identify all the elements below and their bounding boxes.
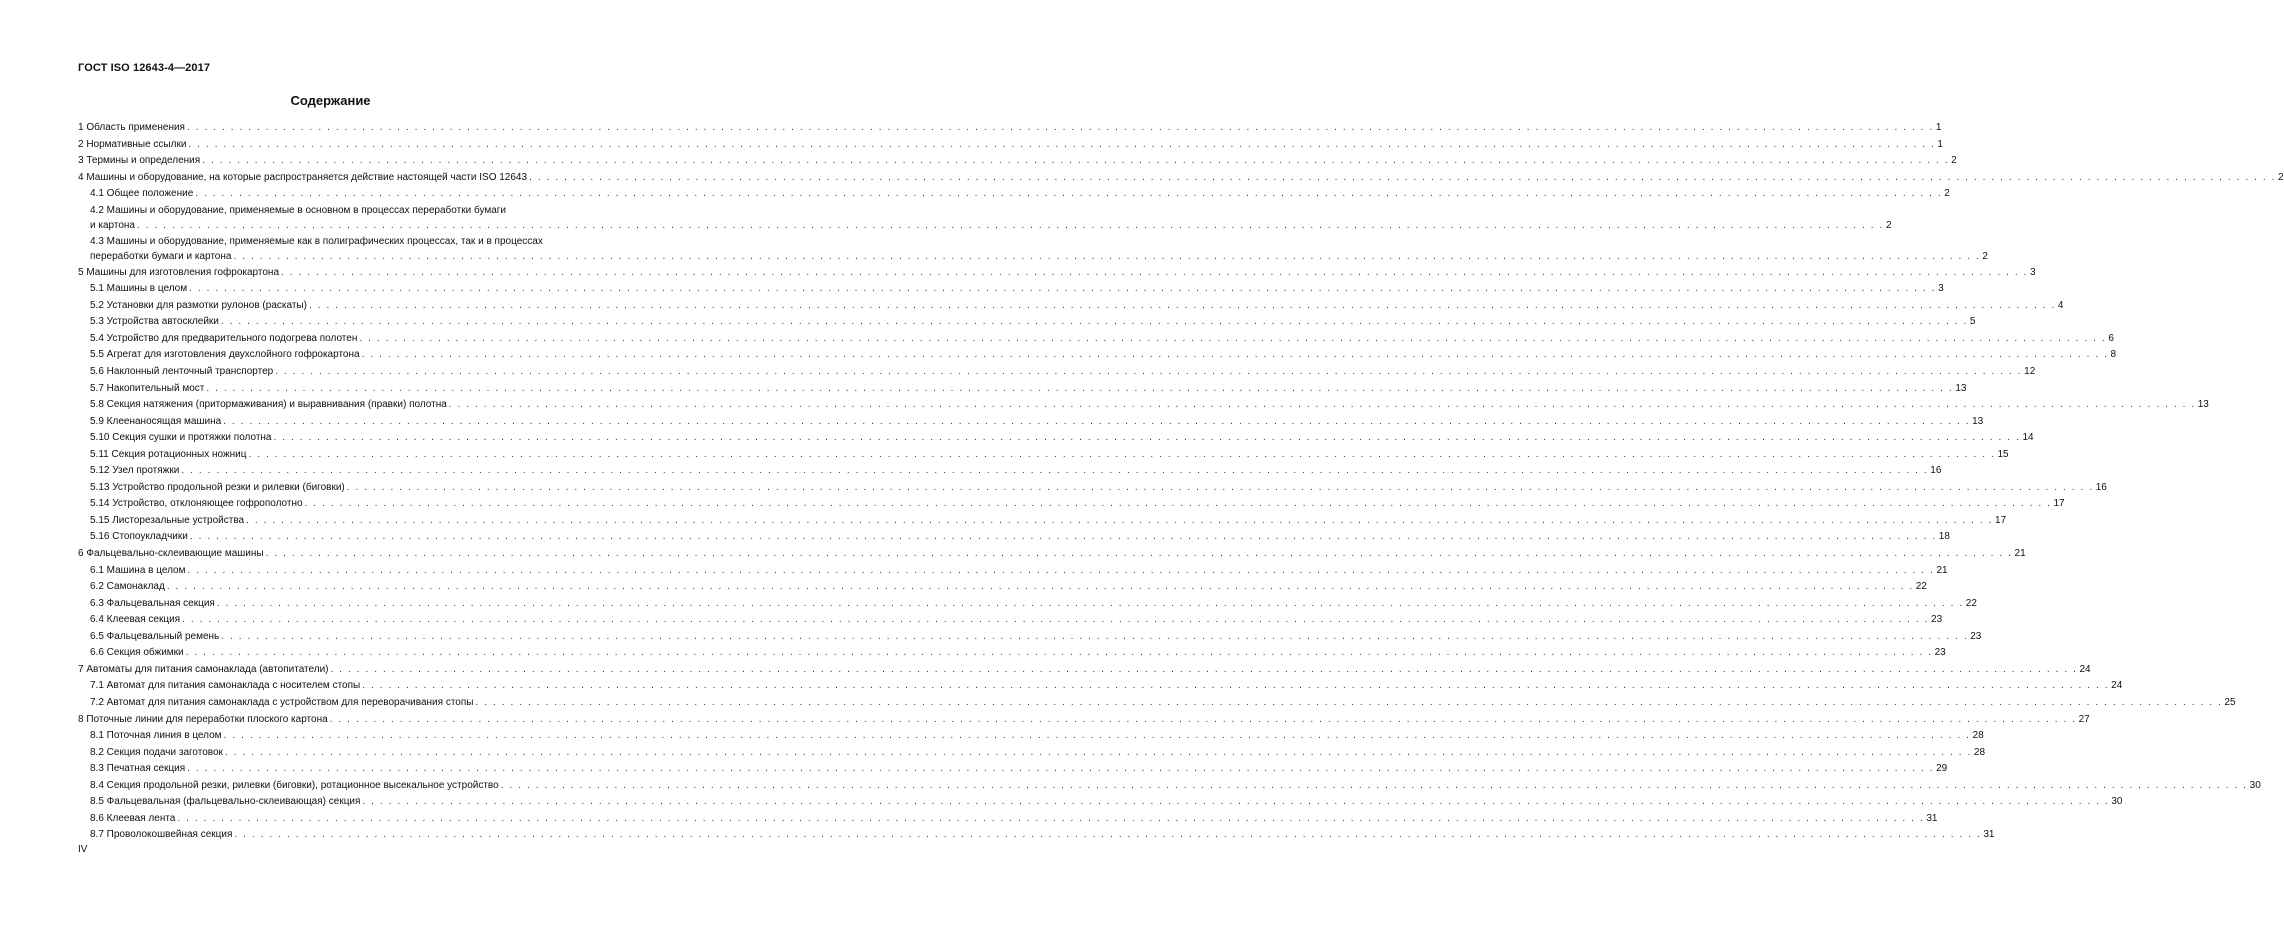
- toc-entry-title: 4 Машины и оборудование, на которые распространяется действие настоящей части ISO 12643: [78, 171, 528, 183]
- toc-entry-title: 5.2 Установки для размотки рулонов (раскаты): [90, 299, 307, 311]
- toc-entry-title: 5.11 Секция ротационных ножниц: [90, 448, 247, 460]
- toc-entry-title: 5.12 Узел протяжки: [90, 465, 180, 477]
- toc-page-number: 17: [1995, 514, 2007, 526]
- toc-entry-title: 8.2 Секция подачи заготовок: [90, 746, 223, 758]
- toc-entry-title: 5.8 Секция натяжения (притормаживания) и выравнивания (правки) полотна: [90, 399, 447, 411]
- toc-entry-title: 8.7 Проволокошвейная секция: [90, 829, 233, 841]
- toc-entry[interactable]: [78, 596, 1977, 611]
- toc-entry[interactable]: [78, 761, 1948, 776]
- toc-entry[interactable]: [78, 794, 2123, 809]
- toc-entry-title: 6.1 Машина в целом: [90, 564, 186, 576]
- toc-entry-title: 7.1 Автомат для питания самонаклада с носителем стопы: [90, 680, 361, 692]
- toc-page-number: 3: [1938, 283, 1944, 295]
- dot-leader: . . . . . . . . . . . . . . . . . . . . . . . . . . . . . . . . . . . . . . . . . . . . . . . . . . . . . . . . . . . . . . . . . . . . . . . . . . . . . . . . . . . . . . . . . . . . . . . . . . . . . . . . . . . . . . . . . . . . . . . . . . . . . . . . . . . . . . . . . . . . . . . . . . . . . . . . . . . . . . . . . . . . . . . . . . . . . . . . . . . . . . . . . . . . . . . . . . . . . . . .: [448, 399, 2196, 411]
- toc-page-number: 21: [2014, 548, 2026, 560]
- toc-entry-title: 5.13 Устройство продольной резки и рилевки (биговки): [90, 481, 345, 493]
- toc-entry[interactable]: [78, 281, 1944, 296]
- toc-entry[interactable]: [78, 778, 2261, 793]
- toc-entry-title: 7.2 Автомат для питания самонаклада с устройством для переворачивания стопы: [90, 696, 474, 708]
- dot-leader: . . . . . . . . . . . . . . . . . . . . . . . . . . . . . . . . . . . . . . . . . . . . . . . . . . . . . . . . . . . . . . . . . . . . . . . . . . . . . . . . . . . . . . . . . . . . . . . . . . . . . . . . . . . . . . . . . . . . . . . . . . . . . . . . . . . . . . . . . . . . . . . . . . . . . . . . . . . . . . . . . . . . . . . . . . . . . . . . . . . . . . . . . . . . . . . . . . . . . . . .: [359, 332, 2107, 344]
- toc-entry[interactable]: [78, 463, 1942, 478]
- dot-leader: . . . . . . . . . . . . . . . . . . . . . . . . . . . . . . . . . . . . . . . . . . . . . . . . . . . . . . . . . . . . . . . . . . . . . . . . . . . . . . . . . . . . . . . . . . . . . . . . . . . . . . . . . . . . . . . . . . . . . . . . . . . . . . . . . . . . . . . . . . . . . . . . . . . . . . . . . . . . . . . . . . . . . . . . . . . . . . . . . . . . . . . . . . . . . . . . . . . . . . . .: [234, 829, 1982, 841]
- toc-page-number: 17: [2053, 498, 2065, 510]
- toc-entry[interactable]: [78, 579, 1927, 594]
- toc-entry-title: 5.14 Устройство, отклоняющее гофрополотно: [90, 498, 303, 510]
- dot-leader: . . . . . . . . . . . . . . . . . . . . . . . . . . . . . . . . . . . . . . . . . . . . . . . . . . . . . . . . . . . . . . . . . . . . . . . . . . . . . . . . . . . . . . . . . . . . . . . . . . . . . . . . . . . . . . . . . . . . . . . . . . . . . . . . . . . . . . . . . . . . . . . . . . . . . . . . . . . . . . . . . . . . . . . . . . . . . . . . . . . . . . . . . . . . . . . . . . . . . . . .: [177, 812, 1925, 824]
- toc-entry-title: 3 Термины и определения: [78, 155, 201, 167]
- toc-page-number: 13: [2197, 399, 2209, 411]
- toc-page-number: 23: [1970, 630, 1982, 642]
- toc-page-number: 24: [2079, 663, 2091, 675]
- toc-page-number: 15: [1997, 448, 2009, 460]
- dot-leader: . . . . . . . . . . . . . . . . . . . . . . . . . . . . . . . . . . . . . . . . . . . . . . . . . . . . . . . . . . . . . . . . . . . . . . . . . . . . . . . . . . . . . . . . . . . . . . . . . . . . . . . . . . . . . . . . . . . . . . . . . . . . . . . . . . . . . . . . . . . . . . . . . . . . . . . . . . . . . . . . . . . . . . . . . . . . . . . . . . . . . . . . . . . . . . . . . . . . . . . .: [308, 299, 2056, 311]
- toc-page-number: 14: [2022, 432, 2034, 444]
- toc-page-number: 22: [1915, 581, 1927, 593]
- toc-page-number: 6: [2108, 332, 2114, 344]
- toc-page-number: 28: [1972, 730, 1984, 742]
- toc-page-number: 30: [2111, 796, 2123, 808]
- toc-entry-title: 4.1 Общее положение: [90, 188, 194, 200]
- toc-entry-title: 7 Автоматы для питания самонаклада (автопитатели): [78, 663, 329, 675]
- toc-entry[interactable]: [78, 629, 1982, 644]
- dot-leader: . . . . . . . . . . . . . . . . . . . . . . . . . . . . . . . . . . . . . . . . . . . . . . . . . . . . . . . . . . . . . . . . . . . . . . . . . . . . . . . . . . . . . . . . . . . . . . . . . . . . . . . . . . . . . . . . . . . . . . . . . . . . . . . . . . . . . . . . . . . . . . . . . . . . . . . . . . . . . . . . . . . . . . . . . . . . . . . . . . . . . . . . . . . . . . . . . . . . . . . .: [188, 138, 1936, 150]
- toc-entry[interactable]: [78, 546, 2026, 561]
- toc-entry[interactable]: [78, 496, 2065, 511]
- toc-entry[interactable]: [78, 430, 2034, 445]
- toc-page-number: 12: [2024, 366, 2036, 378]
- toc-entry-title: 4.2 Машины и оборудование, применяемые в основном в процессах переработки бумаги: [90, 204, 507, 216]
- toc-page-number: 4: [2057, 299, 2064, 311]
- toc-entry-title-continued: переработки бумаги и картона: [90, 250, 232, 262]
- toc-entry-title: 5.5 Агрегат для изготовления двухслойного гофрокартона: [90, 349, 360, 361]
- dot-leader: . . . . . . . . . . . . . . . . . . . . . . . . . . . . . . . . . . . . . . . . . . . . . . . . . . . . . . . . . . . . . . . . . . . . . . . . . . . . . . . . . . . . . . . . . . . . . . . . . . . . . . . . . . . . . . . . . . . . . . . . . . . . . . . . . . . . . . . . . . . . . . . . . . . . . . . . . . . . . . . . . . . . . . . . . . . . . . . . . . . . . . . . . . . . . . . . . . . . . . . .: [362, 680, 2110, 692]
- toc-page-number: 21: [1936, 564, 1948, 576]
- toc-entry[interactable]: [78, 745, 1986, 760]
- toc-page-number: 23: [1931, 614, 1943, 626]
- document-header: ГОСТ ISO 12643-4—2017: [78, 62, 211, 74]
- toc-entry-title: 5.16 Стопоукладчики: [90, 531, 188, 543]
- toc-page-number: 5: [1969, 316, 1976, 328]
- toc-entry-title: 5.10 Секция сушки и протяжки полотна: [90, 432, 272, 444]
- dot-leader: . . . . . . . . . . . . . . . . . . . . . . . . . . . . . . . . . . . . . . . . . . . . . . . . . . . . . . . . . . . . . . . . . . . . . . . . . . . . . . . . . . . . . . . . . . . . . . . . . . . . . . . . . . . . . . . . . . . . . . . . . . . . . . . . . . . . . . . . . . . . . . . . . . . . . . . . . . . . . . . . . . . . . . . . . . . . . . . . . . . . . . . . . . . . . . . . . . . . . . . .: [500, 779, 2248, 791]
- toc-entry[interactable]: [78, 612, 1943, 627]
- toc-entry-title: 6.5 Фальцевальный ремень: [90, 630, 220, 642]
- dot-leader: . . . . . . . . . . . . . . . . . . . . . . . . . . . . . . . . . . . . . . . . . . . . . . . . . . . . . . . . . . . . . . . . . . . . . . . . . . . . . . . . . . . . . . . . . . . . . . . . . . . . . . . . . . . . . . . . . . . . . . . . . . . . . . . . . . . . . . . . . . . . . . . . . . . . . . . . . . . . . . . . . . . . . . . . . . . . . . . . . . . . . . . . . . . . . . . . . . . . . . . .: [281, 266, 2028, 278]
- toc-entry-title: 5.6 Наклонный ленточный транспортер: [90, 366, 274, 378]
- toc-entry[interactable]: [78, 563, 1948, 578]
- dot-leader: . . . . . . . . . . . . . . . . . . . . . . . . . . . . . . . . . . . . . . . . . . . . . . . . . . . . . . . . . . . . . . . . . . . . . . . . . . . . . . . . . . . . . . . . . . . . . . . . . . . . . . . . . . . . . . . . . . . . . . . . . . . . . . . . . . . . . . . . . . . . . . . . . . . . . . . . . . . . . . . . . . . . . . . . . . . . . . . . . . . . . . . . . . . . . . . . . . . . . . . .: [275, 366, 2023, 378]
- toc-entry-title: 8.6 Клеевая лента: [90, 812, 176, 824]
- toc-entry-title: 6.4 Клеевая секция: [90, 614, 181, 626]
- toc-entry[interactable]: [78, 234, 1988, 264]
- dot-leader: . . . . . . . . . . . . . . . . . . . . . . . . . . . . . . . . . . . . . . . . . . . . . . . . . . . . . . . . . . . . . . . . . . . . . . . . . . . . . . . . . . . . . . . . . . . . . . . . . . . . . . . . . . . . . . . . . . . . . . . . . . . . . . . . . . . . . . . . . . . . . . . . . . . . . . . . . . . . . . . . . . . . . . . . . . . . . . . . . . . . . . . . . . . . . . . . . . . . . . . .: [187, 564, 1935, 576]
- toc-page-number: 2: [1951, 155, 1957, 167]
- toc-entry[interactable]: [78, 712, 2090, 727]
- toc-page-number: 2: [1885, 219, 1892, 231]
- dot-leader: . . . . . . . . . . . . . . . . . . . . . . . . . . . . . . . . . . . . . . . . . . . . . . . . . . . . . . . . . . . . . . . . . . . . . . . . . . . . . . . . . . . . . . . . . . . . . . . . . . . . . . . . . . . . . . . . . . . . . . . . . . . . . . . . . . . . . . . . . . . . . . . . . . . . . . . . . . . . . . . . . . . . . . . . . . . . . . . . . . . . . . . . . . . . . . . . . . . . . . . .: [206, 382, 1954, 394]
- toc-entry-title: 6.6 Секция обжимки: [90, 647, 184, 659]
- toc-page-number: 18: [1938, 531, 1950, 543]
- toc-page-number: 2: [2278, 171, 2284, 183]
- dot-leader: . . . . . . . . . . . . . . . . . . . . . . . . . . . . . . . . . . . . . . . . . . . . . . . . . . . . . . . . . . . . . . . . . . . . . . . . . . . . . . . . . . . . . . . . . . . . . . . . . . . . . . . . . . . . . . . . . . . . . . . . . . . . . . . . . . . . . . . . . . . . . . . . . . . . . . . . . . . . . . . . . . . . . . . . . . . . . . . . . . . . . . . . . . . . . . . . . . . . . . . .: [185, 647, 1933, 659]
- toc-entry[interactable]: [78, 513, 2007, 528]
- toc-entry[interactable]: [78, 662, 2091, 677]
- toc-page-number: 30: [2249, 779, 2261, 791]
- toc-entry-title: 8.3 Печатная секция: [90, 763, 186, 775]
- toc-entry-title: 5.4 Устройство для предварительного подогрева полотен: [90, 332, 358, 344]
- dot-leader: . . . . . . . . . . . . . . . . . . . . . . . . . . . . . . . . . . . . . . . . . . . . . . . . . . . . . . . . . . . . . . . . . . . . . . . . . . . . . . . . . . . . . . . . . . . . . . . . . . . . . . . . . . . . . . . . . . . . . . . . . . . . . . . . . . . . . . . . . . . . . . . . . . . . . . . . . . . . . . . . . . . . . . . . . . . . . . . . . . . . . . . . . . . . . . . . . . . . . . . .: [248, 448, 1996, 460]
- toc-entry-title: 6.2 Самонаклад: [90, 581, 165, 593]
- dot-leader: . . . . . . . . . . . . . . . . . . . . . . . . . . . . . . . . . . . . . . . . . . . . . . . . . . . . . . . . . . . . . . . . . . . . . . . . . . . . . . . . . . . . . . . . . . . . . . . . . . . . . . . . . . . . . . . . . . . . . . . . . . . . . . . . . . . . . . . . . . . . . . . . . . . . . . . . . . . . . . . . . . . . . . . . . . . . . . . . . . . . . . . . . . . . . . . . . . . . . . . .: [216, 597, 1964, 609]
- dot-leader: . . . . . . . . . . . . . . . . . . . . . . . . . . . . . . . . . . . . . . . . . . . . . . . . . . . . . . . . . . . . . . . . . . . . . . . . . . . . . . . . . . . . . . . . . . . . . . . . . . . . . . . . . . . . . . . . . . . . . . . . . . . . . . . . . . . . . . . . . . . . . . . . . . . . . . . . . . . . . . . . . . . . . . . . . . . . . . . . . . . . . . . . . . . . . . . . . . . . . . . .: [186, 122, 1934, 133]
- dot-leader: . . . . . . . . . . . . . . . . . . . . . . . . . . . . . . . . . . . . . . . . . . . . . . . . . . . . . . . . . . . . . . . . . . . . . . . . . . . . . . . . . . . . . . . . . . . . . . . . . . . . . . . . . . . . . . . . . . . . . . . . . . . . . . . . . . . . . . . . . . . . . . . . . . . . . . . . . . . . . . . . . . . . . . . . . . . . . . . . . . . . . . . . . . . . . . . . . . . . . . . .: [195, 188, 1943, 200]
- dot-leader: . . . . . . . . . . . . . . . . . . . . . . . . . . . . . . . . . . . . . . . . . . . . . . . . . . . . . . . . . . . . . . . . . . . . . . . . . . . . . . . . . . . . . . . . . . . . . . . . . . . . . . . . . . . . . . . . . . . . . . . . . . . . . . . . . . . . . . . . . . . . . . . . . . . . . . . . . . . . . . . . . . . . . . . . . . . . . . . . . . . . . . . . . . . . . . . . . . . . . . . .: [181, 465, 1929, 477]
- toc-page-number: 16: [2095, 481, 2107, 493]
- toc-entry[interactable]: [78, 137, 1943, 152]
- dot-leader: . . . . . . . . . . . . . . . . . . . . . . . . . . . . . . . . . . . . . . . . . . . . . . . . . . . . . . . . . . . . . . . . . . . . . . . . . . . . . . . . . . . . . . . . . . . . . . . . . . . . . . . . . . . . . . . . . . . . . . . . . . . . . . . . . . . . . . . . . . . . . . . . . . . . . . . . . . . . . . . . . . . . . . . . . . . . . . . . . . . . . . . . . . . . . . . . . . . . . . . .: [223, 730, 1971, 742]
- toc-entry[interactable]: [78, 298, 2064, 313]
- dot-leader: . . . . . . . . . . . . . . . . . . . . . . . . . . . . . . . . . . . . . . . . . . . . . . . . . . . . . . . . . . . . . . . . . . . . . . . . . . . . . . . . . . . . . . . . . . . . . . . . . . . . . . . . . . . . . . . . . . . . . . . . . . . . . . . . . . . . . . . . . . . . . . . . . . . . . . . . . . . . . . . . . . . . . . . . . . . . . . . . . . . . . . . . . . . . . . . . . . . . . . . .: [136, 219, 1884, 231]
- dot-leader: . . . . . . . . . . . . . . . . . . . . . . . . . . . . . . . . . . . . . . . . . . . . . . . . . . . . . . . . . . . . . . . . . . . . . . . . . . . . . . . . . . . . . . . . . . . . . . . . . . . . . . . . . . . . . . . . . . . . . . . . . . . . . . . . . . . . . . . . . . . . . . . . . . . . . . . . . . . . . . . . . . . . . . . . . . . . . . . . . . . . . . . . . . . . . . . . . . . . . . . .: [221, 630, 1969, 642]
- toc-entry[interactable]: [78, 728, 1984, 743]
- dot-leader: . . . . . . . . . . . . . . . . . . . . . . . . . . . . . . . . . . . . . . . . . . . . . . . . . . . . . . . . . . . . . . . . . . . . . . . . . . . . . . . . . . . . . . . . . . . . . . . . . . . . . . . . . . . . . . . . . . . . . . . . . . . . . . . . . . . . . . . . . . . . . . . . . . . . . . . . . . . . . . . . . . . . . . . . . . . . . . . . . . . . . . . . . . . . . . . . . . . . . . . .: [265, 548, 2013, 560]
- toc-entry-title: 8 Поточные линии для переработки плоского картона: [78, 713, 328, 725]
- toc-entry[interactable]: [78, 827, 1995, 842]
- toc-entry-title: 8.1 Поточная линия в целом: [90, 730, 222, 742]
- toc-entry-title: 1 Область применения: [78, 122, 185, 133]
- dot-leader: . . . . . . . . . . . . . . . . . . . . . . . . . . . . . . . . . . . . . . . . . . . . . . . . . . . . . . . . . . . . . . . . . . . . . . . . . . . . . . . . . . . . . . . . . . . . . . . . . . . . . . . . . . . . . . . . . . . . . . . . . . . . . . . . . . . . . . . . . . . . . . . . . . . . . . . . . . . . . . . . . . . . . . . . . . . . . . . . . . . . . . . . . . . . . . . . . . . . . . . .: [346, 481, 2094, 493]
- toc-entry-title: 2 Нормативные ссылки: [78, 138, 187, 150]
- toc-entry-title: 5.7 Накопительный мост: [90, 382, 205, 394]
- toc-page-number: 25: [2224, 696, 2236, 708]
- dot-leader: . . . . . . . . . . . . . . . . . . . . . . . . . . . . . . . . . . . . . . . . . . . . . . . . . . . . . . . . . . . . . . . . . . . . . . . . . . . . . . . . . . . . . . . . . . . . . . . . . . . . . . . . . . . . . . . . . . . . . . . . . . . . . . . . . . . . . . . . . . . . . . . . . . . . . . . . . . . . . . . . . . . . . . . . . . . . . . . . . . . . . . . . . . . . . . . . . . . . . . . .: [362, 796, 2110, 808]
- toc-entry[interactable]: [78, 364, 2036, 379]
- toc-entry-title: 6 Фальцевально-склеивающие машины: [78, 548, 264, 560]
- dot-leader: . . . . . . . . . . . . . . . . . . . . . . . . . . . . . . . . . . . . . . . . . . . . . . . . . . . . . . . . . . . . . . . . . . . . . . . . . . . . . . . . . . . . . . . . . . . . . . . . . . . . . . . . . . . . . . . . . . . . . . . . . . . . . . . . . . . . . . . . . . . . . . . . . . . . . . . . . . . . . . . . . . . . . . . . . . . . . . . . . . . . . . . . . . . . . . . . . . . . . . . .: [187, 763, 1935, 775]
- toc-entry[interactable]: [78, 447, 2009, 462]
- dot-leader: . . . . . . . . . . . . . . . . . . . . . . . . . . . . . . . . . . . . . . . . . . . . . . . . . . . . . . . . . . . . . . . . . . . . . . . . . . . . . . . . . . . . . . . . . . . . . . . . . . . . . . . . . . . . . . . . . . . . . . . . . . . . . . . . . . . . . . . . . . . . . . . . . . . . . . . . . . . . . . . . . . . . . . . . . . . . . . . . . . . . . . . . . . . . . . . . . . . . . . . .: [220, 316, 1968, 328]
- dot-leader: . . . . . . . . . . . . . . . . . . . . . . . . . . . . . . . . . . . . . . . . . . . . . . . . . . . . . . . . . . . . . . . . . . . . . . . . . . . . . . . . . . . . . . . . . . . . . . . . . . . . . . . . . . . . . . . . . . . . . . . . . . . . . . . . . . . . . . . . . . . . . . . . . . . . . . . . . . . . . . . . . . . . . . . . . . . . . . . . . . . . . . . . . . . . . . . . . . . . . . . .: [189, 283, 1937, 295]
- toc-entry[interactable]: [78, 314, 1976, 329]
- toc-entry[interactable]: [78, 480, 2107, 495]
- dot-leader: . . . . . . . . . . . . . . . . . . . . . . . . . . . . . . . . . . . . . . . . . . . . . . . . . . . . . . . . . . . . . . . . . . . . . . . . . . . . . . . . . . . . . . . . . . . . . . . . . . . . . . . . . . . . . . . . . . . . . . . . . . . . . . . . . . . . . . . . . . . . . . . . . . . . . . . . . . . . . . . . . . . . . . . . . . . . . . . . . . . . . . . . . . . . . . . . . . . . . . . .: [475, 696, 2223, 708]
- toc-entry[interactable]: [78, 186, 1950, 201]
- toc-entry[interactable]: [78, 695, 2236, 710]
- toc-entry[interactable]: [78, 153, 1957, 168]
- toc-entry-title: 6.3 Фальцевальная секция: [90, 597, 215, 609]
- toc-entry[interactable]: [78, 203, 1892, 233]
- toc-entry[interactable]: [78, 645, 1946, 660]
- dot-leader: . . . . . . . . . . . . . . . . . . . . . . . . . . . . . . . . . . . . . . . . . . . . . . . . . . . . . . . . . . . . . . . . . . . . . . . . . . . . . . . . . . . . . . . . . . . . . . . . . . . . . . . . . . . . . . . . . . . . . . . . . . . . . . . . . . . . . . . . . . . . . . . . . . . . . . . . . . . . . . . . . . . . . . . . . . . . . . . . . . . . . . . . . . . . . . . . . . . . . . . .: [304, 498, 2052, 510]
- toc-entry[interactable]: [78, 414, 1984, 429]
- toc-page-number: 27: [2078, 713, 2090, 725]
- dot-leader: . . . . . . . . . . . . . . . . . . . . . . . . . . . . . . . . . . . . . . . . . . . . . . . . . . . . . . . . . . . . . . . . . . . . . . . . . . . . . . . . . . . . . . . . . . . . . . . . . . . . . . . . . . . . . . . . . . . . . . . . . . . . . . . . . . . . . . . . . . . . . . . . . . . . . . . . . . . . . . . . . . . . . . . . . . . . . . . . . . . . . . . . . . . . . . . . . . . . . . . .: [233, 250, 1981, 262]
- dot-leader: . . . . . . . . . . . . . . . . . . . . . . . . . . . . . . . . . . . . . . . . . . . . . . . . . . . . . . . . . . . . . . . . . . . . . . . . . . . . . . . . . . . . . . . . . . . . . . . . . . . . . . . . . . . . . . . . . . . . . . . . . . . . . . . . . . . . . . . . . . . . . . . . . . . . . . . . . . . . . . . . . . . . . . . . . . . . . . . . . . . . . . . . . . . . . . . . . . . . . . . .: [273, 432, 2021, 444]
- toc-entry[interactable]: [78, 120, 1942, 135]
- toc-page-number: 13: [1955, 382, 1967, 394]
- toc-entry-title: 8.5 Фальцевальная (фальцевально-склеивающая) секция: [90, 796, 361, 808]
- toc-entry-title: 5.9 Клеенаносящая машина: [90, 415, 222, 427]
- toc-page-number: 3: [2029, 266, 2036, 278]
- dot-leader: . . . . . . . . . . . . . . . . . . . . . . . . . . . . . . . . . . . . . . . . . . . . . . . . . . . . . . . . . . . . . . . . . . . . . . . . . . . . . . . . . . . . . . . . . . . . . . . . . . . . . . . . . . . . . . . . . . . . . . . . . . . . . . . . . . . . . . . . . . . . . . . . . . . . . . . . . . . . . . . . . . . . . . . . . . . . . . . . . . . . . . . . . . . . . . . . . . . . . . . .: [189, 531, 1937, 543]
- toc-page-number: 8: [2110, 349, 2117, 361]
- toc-page-number: 22: [1965, 597, 1977, 609]
- dot-leader: . . . . . . . . . . . . . . . . . . . . . . . . . . . . . . . . . . . . . . . . . . . . . . . . . . . . . . . . . . . . . . . . . . . . . . . . . . . . . . . . . . . . . . . . . . . . . . . . . . . . . . . . . . . . . . . . . . . . . . . . . . . . . . . . . . . . . . . . . . . . . . . . . . . . . . . . . . . . . . . . . . . . . . . . . . . . . . . . . . . . . . . . . . . . . . . . . . . . . . . .: [529, 171, 2277, 183]
- toc-page-number: 2: [1944, 188, 1950, 200]
- toc-entry[interactable]: [78, 381, 1967, 396]
- toc-entry[interactable]: [78, 529, 1950, 544]
- toc-entry-title: 5.1 Машины в целом: [90, 283, 188, 295]
- toc-entry[interactable]: [78, 811, 1938, 826]
- toc-page-number: 2: [1982, 250, 1988, 262]
- dot-leader: . . . . . . . . . . . . . . . . . . . . . . . . . . . . . . . . . . . . . . . . . . . . . . . . . . . . . . . . . . . . . . . . . . . . . . . . . . . . . . . . . . . . . . . . . . . . . . . . . . . . . . . . . . . . . . . . . . . . . . . . . . . . . . . . . . . . . . . . . . . . . . . . . . . . . . . . . . . . . . . . . . . . . . . . . . . . . . . . . . . . . . . . . . . . . . . . . . . . . . . .: [202, 155, 1950, 167]
- toc-page-number: 31: [1983, 829, 1995, 841]
- dot-leader: . . . . . . . . . . . . . . . . . . . . . . . . . . . . . . . . . . . . . . . . . . . . . . . . . . . . . . . . . . . . . . . . . . . . . . . . . . . . . . . . . . . . . . . . . . . . . . . . . . . . . . . . . . . . . . . . . . . . . . . . . . . . . . . . . . . . . . . . . . . . . . . . . . . . . . . . . . . . . . . . . . . . . . . . . . . . . . . . . . . . . . . . . . . . . . . . . . . . . . . .: [246, 514, 1994, 526]
- toc-entry[interactable]: [78, 347, 2117, 362]
- toc-title: Содержание: [290, 93, 371, 108]
- toc-page-number: 28: [1973, 746, 1986, 758]
- toc-entry[interactable]: [78, 397, 2209, 412]
- toc-entry[interactable]: [78, 170, 2284, 185]
- table-of-contents: [78, 120, 2284, 844]
- toc-page-number: 31: [1926, 812, 1938, 824]
- toc-entry-title: 5.15 Листорезальные устройства: [90, 514, 245, 526]
- toc-page-number: 13: [1972, 415, 1984, 427]
- toc-entry-title: 8.4 Секция продольной резки, рилевки (биговки), ротационное высекальное устройство: [90, 779, 499, 791]
- toc-page-number: 16: [1930, 465, 1942, 477]
- dot-leader: . . . . . . . . . . . . . . . . . . . . . . . . . . . . . . . . . . . . . . . . . . . . . . . . . . . . . . . . . . . . . . . . . . . . . . . . . . . . . . . . . . . . . . . . . . . . . . . . . . . . . . . . . . . . . . . . . . . . . . . . . . . . . . . . . . . . . . . . . . . . . . . . . . . . . . . . . . . . . . . . . . . . . . . . . . . . . . . . . . . . . . . . . . . . . . . . . . . . . . . .: [182, 614, 1930, 626]
- toc-page-number: 29: [1936, 763, 1948, 775]
- toc-entry-title: 5.3 Устройства автосклейки: [90, 316, 219, 328]
- dot-leader: . . . . . . . . . . . . . . . . . . . . . . . . . . . . . . . . . . . . . . . . . . . . . . . . . . . . . . . . . . . . . . . . . . . . . . . . . . . . . . . . . . . . . . . . . . . . . . . . . . . . . . . . . . . . . . . . . . . . . . . . . . . . . . . . . . . . . . . . . . . . . . . . . . . . . . . . . . . . . . . . . . . . . . . . . . . . . . . . . . . . . . . . . . . . . . . . . . . . . . . .: [329, 713, 2077, 725]
- toc-entry-title: 4.3 Машины и оборудование, применяемые как в полиграфических процессах, так и в процессах: [90, 235, 543, 247]
- dot-leader: . . . . . . . . . . . . . . . . . . . . . . . . . . . . . . . . . . . . . . . . . . . . . . . . . . . . . . . . . . . . . . . . . . . . . . . . . . . . . . . . . . . . . . . . . . . . . . . . . . . . . . . . . . . . . . . . . . . . . . . . . . . . . . . . . . . . . . . . . . . . . . . . . . . . . . . . . . . . . . . . . . . . . . . . . . . . . . . . . . . . . . . . . . . . . . . . . . . . . . . .: [361, 349, 2109, 361]
- toc-page-number: 24: [2111, 680, 2123, 692]
- dot-leader: . . . . . . . . . . . . . . . . . . . . . . . . . . . . . . . . . . . . . . . . . . . . . . . . . . . . . . . . . . . . . . . . . . . . . . . . . . . . . . . . . . . . . . . . . . . . . . . . . . . . . . . . . . . . . . . . . . . . . . . . . . . . . . . . . . . . . . . . . . . . . . . . . . . . . . . . . . . . . . . . . . . . . . . . . . . . . . . . . . . . . . . . . . . . . . . . . . . . . . . .: [330, 663, 2078, 675]
- toc-page-number: 1: [1935, 122, 1942, 133]
- toc-entry[interactable]: [78, 678, 2123, 693]
- dot-leader: . . . . . . . . . . . . . . . . . . . . . . . . . . . . . . . . . . . . . . . . . . . . . . . . . . . . . . . . . . . . . . . . . . . . . . . . . . . . . . . . . . . . . . . . . . . . . . . . . . . . . . . . . . . . . . . . . . . . . . . . . . . . . . . . . . . . . . . . . . . . . . . . . . . . . . . . . . . . . . . . . . . . . . . . . . . . . . . . . . . . . . . . . . . . . . . . . . . . . . . .: [223, 415, 1971, 427]
- toc-page-number: 23: [1934, 647, 1946, 659]
- toc-page-number: 1: [1937, 138, 1943, 150]
- page-number: IV: [78, 844, 88, 855]
- toc-entry-title-continued: и картона: [90, 219, 135, 231]
- dot-leader: . . . . . . . . . . . . . . . . . . . . . . . . . . . . . . . . . . . . . . . . . . . . . . . . . . . . . . . . . . . . . . . . . . . . . . . . . . . . . . . . . . . . . . . . . . . . . . . . . . . . . . . . . . . . . . . . . . . . . . . . . . . . . . . . . . . . . . . . . . . . . . . . . . . . . . . . . . . . . . . . . . . . . . . . . . . . . . . . . . . . . . . . . . . . . . . . . . . . . . . .: [166, 581, 1914, 593]
- toc-entry[interactable]: [78, 331, 2114, 346]
- toc-entry-title: 5 Машины для изготовления гофрокартона: [78, 266, 280, 278]
- toc-entry[interactable]: [78, 265, 2036, 280]
- dot-leader: . . . . . . . . . . . . . . . . . . . . . . . . . . . . . . . . . . . . . . . . . . . . . . . . . . . . . . . . . . . . . . . . . . . . . . . . . . . . . . . . . . . . . . . . . . . . . . . . . . . . . . . . . . . . . . . . . . . . . . . . . . . . . . . . . . . . . . . . . . . . . . . . . . . . . . . . . . . . . . . . . . . . . . . . . . . . . . . . . . . . . . . . . . . . . . . . . . . . . . . .: [224, 746, 1972, 758]
